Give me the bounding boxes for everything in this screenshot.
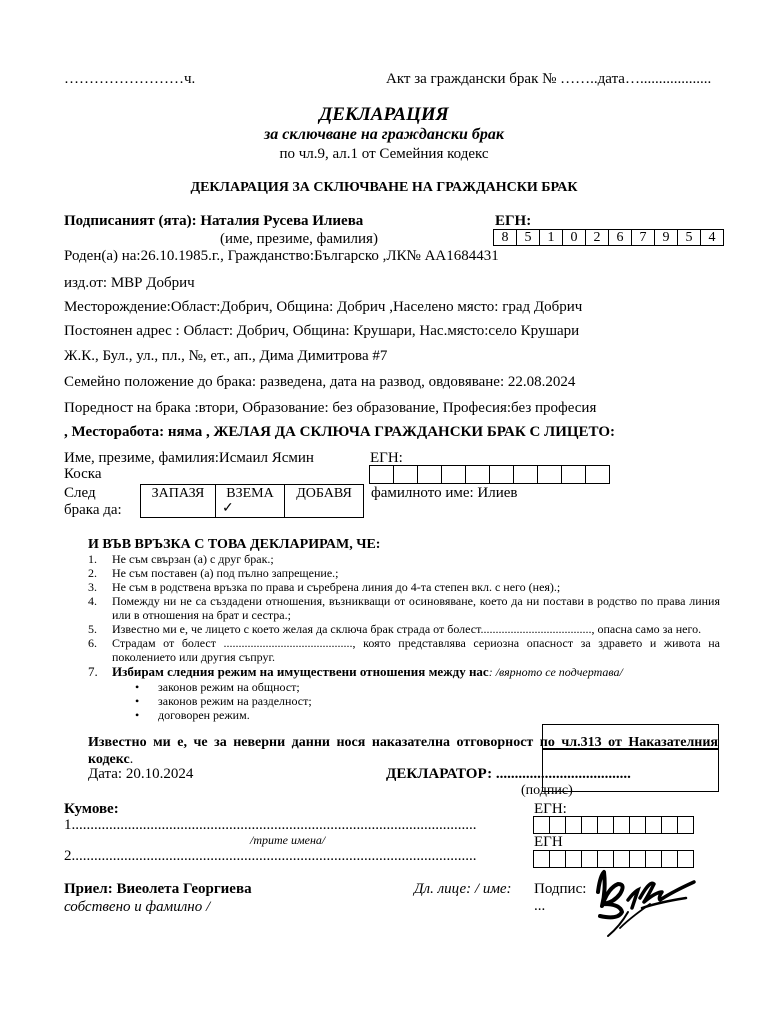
regime-option[interactable]	[88, 680, 720, 694]
checkmark-icon: ✓	[222, 501, 234, 516]
street-address: Ж.К., Бул., ул., пл., №, ет., ап., Дима Димитрова #7	[64, 348, 388, 364]
signatory-egn-label: ЕГН:	[495, 213, 532, 229]
record-number: ……………………ч.	[64, 71, 196, 87]
signatory-egn-boxes	[494, 229, 724, 246]
egn-digit: 0	[562, 229, 586, 246]
declarator-signature-line: ДЕКЛАРАТОР: ....................................	[386, 766, 631, 782]
received-by: Приел: Виеолета Георгиева	[64, 881, 252, 897]
signatory-name: Подписаният (ята): Наталия Русева Илиева	[64, 213, 364, 229]
signature-label: Подпис:	[534, 881, 587, 897]
name-format-hint: (име, презиме, фамилия)	[220, 231, 378, 247]
partner-name: Име, презиме, фамилия:Исмаил Ясмин	[64, 450, 314, 466]
egn-empty-cell	[393, 465, 418, 484]
option-add-label: ДОБАВЯ	[296, 486, 352, 501]
partner-egn-boxes	[370, 465, 610, 484]
regime-option[interactable]	[88, 708, 720, 722]
egn-empty-cell	[441, 465, 466, 484]
list-item	[88, 636, 720, 664]
egn-empty-cell	[585, 465, 610, 484]
partner-name-cont: Коска	[64, 466, 102, 482]
item-text: Не съм в родствена връзка по права и съребрена линия до 4-та степен вкл. с него (нея).;	[112, 580, 561, 594]
regime-hint: : /вярното се подчертава/	[488, 665, 623, 679]
document-subtitle: за сключване на граждански брак	[264, 126, 504, 143]
regime-option-text: законов режим на разделност;	[158, 694, 312, 708]
item-text: Не съм поставен (а) под пълно запрещение.;	[112, 566, 339, 580]
witness-1-egn-label: ЕГН:	[534, 801, 567, 817]
egn-empty-cell	[417, 465, 442, 484]
act-number-date: Акт за граждански брак № ……..дата…...................	[386, 71, 712, 87]
declare-heading: И ВЪВ ВРЪЗКА С ТОВА ДЕКЛАРИРАМ, ЧЕ:	[88, 537, 381, 552]
egn-digit: 5	[677, 229, 701, 246]
regime-option-text: договорен режим.	[158, 708, 250, 722]
item-text: Помежду ни не са създадени отношения, възникващи от осиновяване, което да ни постави в родство по права линия или в отношения на брат и сестра.;	[112, 594, 720, 622]
handwritten-signature	[590, 862, 702, 940]
marital-status: Семейно положение до брака: разведена, дата на развод, овдовяване: 22.08.2024	[64, 374, 576, 390]
declaration-date: Дата: 20.10.2024	[88, 766, 194, 782]
list-item-regime	[88, 664, 720, 680]
item-number: 7.	[88, 664, 98, 679]
option-keep-label: ЗАПАЗЯ	[151, 486, 205, 501]
stamp-box-top	[542, 724, 719, 750]
regime-option-text: законов режим на общност;	[158, 680, 300, 694]
full-names-hint: /трите имена/	[250, 833, 326, 847]
egn-digit: 2	[585, 229, 609, 246]
declaration-list	[88, 552, 720, 722]
bullet-icon: •	[135, 708, 140, 722]
egn-empty-cell	[561, 465, 586, 484]
egn-empty-cell	[537, 465, 562, 484]
egn-digit: 6	[608, 229, 632, 246]
item-number: 6.	[88, 636, 97, 650]
bullet-icon: •	[135, 694, 140, 708]
item-text: Известно ми е, че лицето с което желая да сключа брак страда от болест....................................., опасна само за него.	[112, 622, 702, 636]
egn-digit: 8	[493, 229, 517, 246]
permanent-address: Постоянен адрес : Област: Добрич, Община: Крушари, Нас.място:село Крушари	[64, 323, 580, 339]
egn-digit: 7	[631, 229, 655, 246]
witnesses-label: Кумове:	[64, 801, 119, 817]
list-item	[88, 580, 720, 594]
option-keep[interactable]	[141, 485, 216, 517]
option-add[interactable]	[285, 485, 363, 517]
stamp-box-bottom	[542, 748, 719, 792]
partner-egn-label: ЕГН:	[370, 450, 403, 466]
item-number: 5.	[88, 622, 97, 636]
declaration-heading: ДЕКЛАРАЦИЯ ЗА СКЛЮЧВАНЕ НА ГРАЖДАНСКИ БРАК	[190, 180, 578, 195]
regime-option[interactable]	[88, 694, 720, 708]
list-item	[88, 594, 720, 622]
birthplace: Месторождение:Област:Добрич, Община: Добрич ,Населено място: град Добрич	[64, 299, 583, 315]
surname-option-table	[140, 484, 364, 518]
egn-empty-cell	[465, 465, 490, 484]
marriage-order-education: Поредност на брака :втори, Образование: без образование, Професия:без професия	[64, 400, 597, 416]
witness-1-line[interactable]: 1............................................................................................................	[64, 817, 477, 833]
item-number: 2.	[88, 566, 97, 580]
item-text: Страдам от болест ..........................................., която представлява сериозна опасност за здравето и живота на поколението или другия съпруг.	[112, 636, 720, 664]
bullet-icon: •	[135, 680, 140, 694]
egn-digit: 1	[539, 229, 563, 246]
list-item	[88, 552, 720, 566]
item-text: Не съм свързан (а) с друг брак.;	[112, 552, 274, 566]
signature-dots: ...	[534, 898, 546, 914]
partner-family-name: фамилното име: Илиев	[371, 485, 518, 501]
liability-text: Известно ми е, че за неверни данни нося наказателна отговорност по чл.313 от Наказателния кодекс	[88, 735, 718, 767]
list-item	[88, 566, 720, 580]
egn-empty-cell	[513, 465, 538, 484]
egn-digit: 4	[700, 229, 724, 246]
egn-empty-cell	[489, 465, 514, 484]
witness-1-egn-boxes	[534, 816, 694, 834]
official-name-label: Дл. лице: / име:	[414, 881, 512, 897]
witness-2-egn-label: ЕГН	[534, 834, 563, 850]
id-issued-by: изд.от: МВР Добрич	[64, 275, 195, 291]
egn-empty-cell	[369, 465, 394, 484]
after-marriage-label-cont: брака да:	[64, 502, 122, 518]
item-number: 3.	[88, 580, 97, 594]
received-by-hint: собствено и фамилно /	[64, 899, 211, 915]
legal-basis: по чл.9, ал.1 от Семейния кодекс	[279, 146, 489, 162]
option-take[interactable]	[216, 485, 285, 517]
item-number: 4.	[88, 594, 97, 608]
birth-citizenship-id: Роден(а) на:26.10.1985.г., Гражданство:Българско ,ЛК№ АА1684431	[64, 248, 499, 264]
option-take-label: ВЗЕМА	[226, 486, 274, 501]
regime-label: Избирам следния режим на имуществени отношения между нас	[112, 664, 489, 679]
item-number: 1.	[88, 552, 97, 566]
after-marriage-label: След	[64, 485, 96, 501]
egn-digit: 9	[654, 229, 678, 246]
list-item	[88, 622, 720, 636]
signature-hint: (подпис)	[521, 783, 573, 798]
workplace-and-intent: , Месторабота: няма , ЖЕЛАЯ ДА СКЛЮЧА ГРАЖДАНСКИ БРАК С ЛИЦЕТО:	[64, 424, 616, 440]
egn-digit: 5	[516, 229, 540, 246]
criminal-liability-notice: Известно ми е, че за неверни данни нося наказателна отговорност по чл.313 от Наказателния кодекс.	[88, 735, 718, 767]
witness-2-line[interactable]: 2............................................................................................................	[64, 848, 477, 864]
document-title: ДЕКЛАРАЦИЯ	[319, 104, 449, 125]
